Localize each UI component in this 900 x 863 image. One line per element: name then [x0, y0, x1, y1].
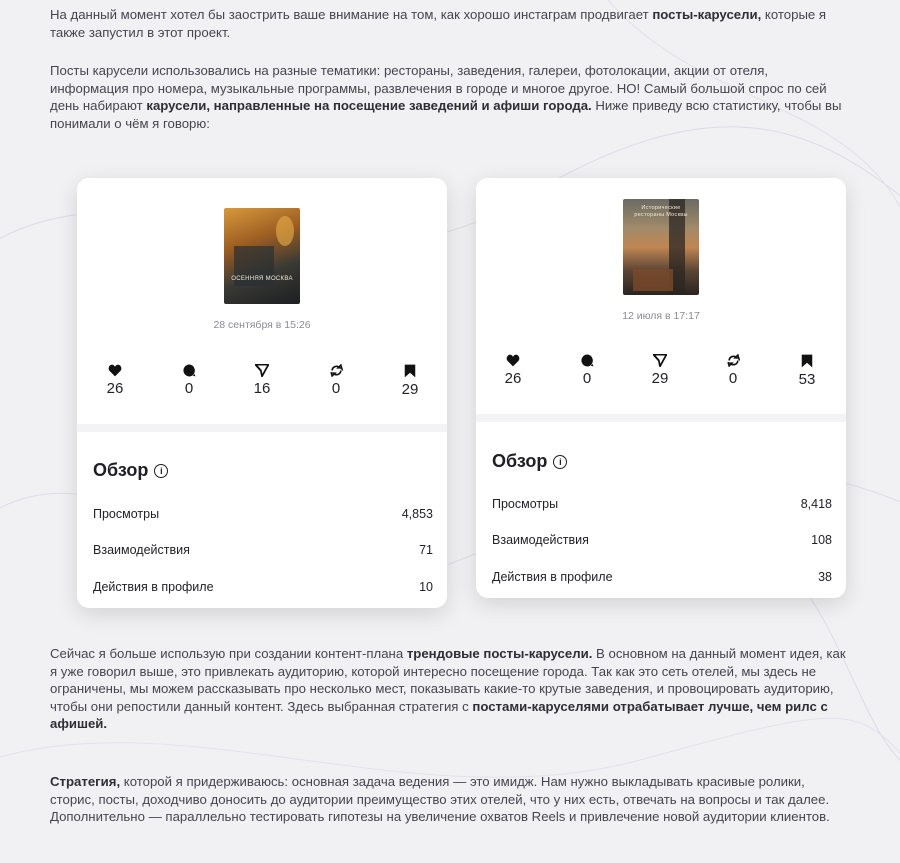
comments-stat: 0	[169, 364, 209, 397]
send-icon	[653, 354, 667, 367]
reposts-stat: 0	[713, 354, 753, 387]
info-icon[interactable]: i	[154, 464, 168, 478]
thumbnail-caption: ОСЕННЯЯ МОСКВА	[231, 276, 293, 282]
outro-paragraph-2: Стратегия, которой я придерживаюсь: основная задача ведения — это имидж. Нам нужно выкладывать красивые ролики, сторис, посты, доходчиво доносить до аудитории преимущество этих отелей, что у них есть, отвечать на вопросы и так далее. Дополнительно — параллельно тестировать гипотезы на увеличение охватов Reels и привлечение новой аудитории клиентов.	[50, 774, 830, 824]
bookmark-icon	[801, 354, 813, 368]
thumbnail-caption: Исторические рестораны Москвы	[634, 205, 688, 218]
stat-row-interactions: Взаимодействия 71	[93, 543, 433, 557]
post-date: 12 июля в 17:17	[622, 310, 700, 322]
likes-stat: 26	[95, 364, 135, 397]
post-date: 28 сентября в 15:26	[213, 319, 311, 331]
post-stats-card-2	[476, 178, 846, 598]
post-stats-card-1	[77, 178, 447, 608]
intro-paragraph-1: На данный момент хотел бы заострить ваше внимание на том, как хорошо инстаграм продвигает посты-карусели, которые я также запустил в этот проект.	[50, 7, 827, 40]
stat-row-interactions: Взаимодействия 108	[492, 533, 832, 547]
saves-stat: 29	[390, 364, 430, 398]
saves-stat: 53	[787, 354, 827, 388]
info-icon[interactable]: i	[553, 455, 567, 469]
overview-title: Обзор i	[492, 451, 567, 472]
repost-icon	[727, 354, 740, 367]
repost-icon	[330, 364, 343, 377]
comment-icon	[183, 364, 196, 377]
stat-row-profile-actions: Действия в профиле 10	[93, 580, 433, 594]
overview-title: Обзор i	[93, 460, 168, 481]
shares-stat: 29	[640, 354, 680, 387]
likes-stat: 26	[493, 354, 533, 387]
comment-icon	[581, 354, 594, 367]
send-icon	[255, 364, 269, 377]
heart-icon	[506, 354, 520, 367]
bookmark-icon	[404, 364, 416, 378]
stat-row-profile-actions: Действия в профиле 38	[492, 570, 832, 584]
heart-icon	[108, 364, 122, 377]
stat-row-views: Просмотры 4,853	[93, 507, 433, 521]
stat-row-views: Просмотры 8,418	[492, 497, 832, 511]
post-stats-row	[476, 354, 846, 398]
post-thumbnail[interactable]	[224, 208, 300, 304]
intro-paragraph-2: Посты карусели использовались на разные тематики: рестораны, заведения, галереи, фотолокации, акции от отеля, информация про номера, музыкальные программы, развлечения в городе и многое другое. НО! Самый большой спрос по сей день набирают карусели, направленные на посещение заведений и афиши города. Ниже приведу всю статистику, чтобы вы понимали о чём я говорю:	[50, 63, 842, 131]
comments-stat: 0	[567, 354, 607, 387]
shares-stat: 16	[242, 364, 282, 397]
post-stats-row	[77, 364, 447, 408]
outro-paragraph-1: Сейчас я больше использую при создании контент-плана трендовые посты-карусели. В основном на данный момент идея, как я уже говорил выше, это привлекать аудиторию, которой интересно посещение города. Так как это сеть отелей, мы здесь не ограничены, мы можем рассказывать про несколько мест, показывать какие-то крутые заведения, и провоцировать аудиторию, чтобы они репостили данный контент. Здесь выбранная стратегия с постами-каруселями отрабатывает лучше, чем рилс с афишей.	[50, 646, 846, 731]
reposts-stat: 0	[316, 364, 356, 397]
post-thumbnail[interactable]	[623, 199, 699, 295]
